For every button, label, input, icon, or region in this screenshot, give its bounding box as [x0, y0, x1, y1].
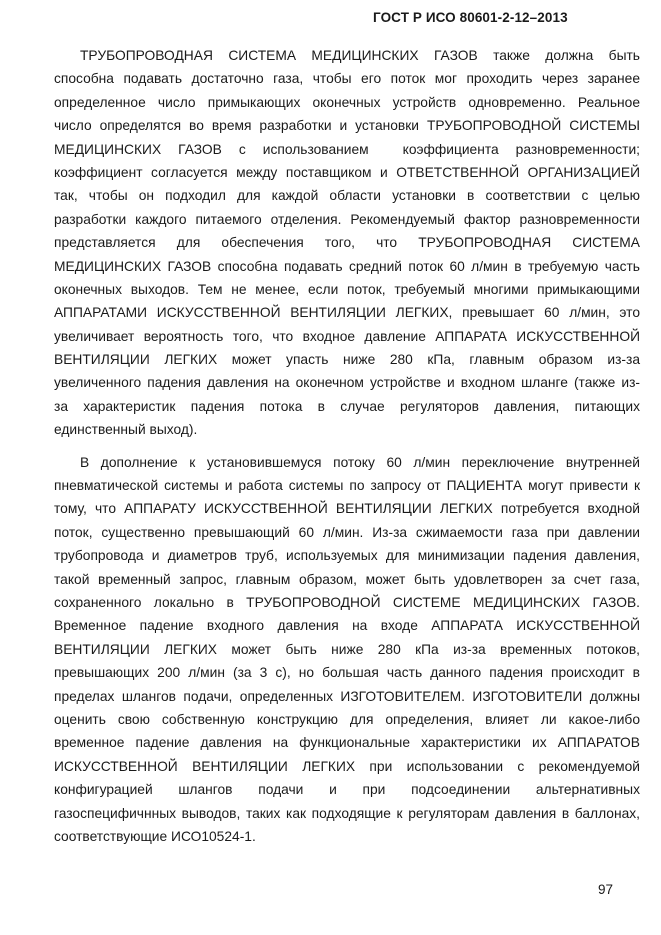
text-line: оценить свою собственную конструкцию для определения, влияет ли какое-либо	[54, 711, 640, 727]
text-line: пневматической системы и работа системы по запросу от ПАЦИЕНТА могут привести к	[54, 478, 640, 494]
text-line: временное падение давления на функциональные характеристики их АППАРАТОВ	[54, 735, 640, 751]
text-line: сохраненного локально в ТРУБОПРОВОДНОЙ СИСТЕМЕ МЕДИЦИНСКИХ ГАЗОВ.	[54, 594, 640, 610]
text-line: способна подавать достаточно газа, чтобы его поток мог проходить через заранее	[54, 71, 640, 87]
text-line: ВЕНТИЛЯЦИИ ЛЕГКИХ может упасть ниже 280 кПа, главным образом из-за	[54, 352, 640, 368]
text-line: превышающих 200 л/мин (за 3 с), но большая часть данного падения происходит в	[54, 665, 640, 681]
text-line: число определятся во время разработки и установки ТРУБОПРОВОДНОЙ СИСТЕМЫ	[54, 118, 640, 134]
paragraph	[54, 451, 640, 849]
text-line: представляется для обеспечения того, что ТРУБОПРОВОДНАЯ СИСТЕМА	[54, 235, 640, 251]
text-line: такой временный запрос, главным образом, может быть удовлетворен за счет газа,	[54, 571, 640, 587]
text-line: газоспецифичнных выводов, таких как подходящие к регуляторам давления в баллонах,	[54, 805, 640, 821]
text-line: МЕДИЦИНСКИХ ГАЗОВ с использованием коэффициента разновременности;	[54, 141, 640, 157]
text-line: увеличенного падения давления на оконечном устройстве и входном шланге (также из-	[54, 375, 640, 391]
text-line: коэффициент согласуется между поставщиком и ОТВЕТСТВЕННОЙ ОРГАНИЗАЦИЕЙ	[54, 164, 640, 180]
text-line: единственный выход).	[54, 422, 198, 438]
text-line: пределах шлангов подачи, определенных ИЗГОТОВИТЕЛЕМ. ИЗГОТОВИТЕЛИ должны	[54, 688, 640, 704]
text-line: В дополнение к установившемуся потоку 60 л/мин переключение внутренней	[80, 454, 640, 470]
text-line: трубопровода и диаметров труб, используемых для минимизации падения давления,	[54, 548, 640, 564]
text-line: Временное падение входного давления на входе АППАРАТА ИСКУССТВЕННОЙ	[54, 618, 640, 634]
text-line: разработки каждого питаемого отделения. Рекомендуемый фактор разновременности	[54, 211, 640, 227]
document-body	[54, 44, 640, 848]
text-line: тому, что АППАРАТУ ИСКУССТВЕННОЙ ВЕНТИЛЯЦИИ ЛЕГКИХ потребуется входной	[54, 501, 640, 517]
text-line: ТРУБОПРОВОДНАЯ СИСТЕМА МЕДИЦИНСКИХ ГАЗОВ также должна быть	[80, 48, 640, 63]
text-line: соответствующие ИСО10524-1.	[54, 828, 256, 844]
page-number: 97	[598, 882, 614, 897]
text-line: увеличивает вероятность того, что входное давление АППАРАТА ИСКУССТВЕННОЙ	[54, 328, 640, 344]
text-line: так, чтобы он подходил для каждой области установки в соответствии с целью	[54, 188, 640, 204]
text-line: определенное число примыкающих оконечных устройств одновременно. Реальное	[54, 94, 640, 110]
text-line: за характеристик падения потока в случае регуляторов давления, питающих	[54, 398, 640, 414]
text-line: МЕДИЦИНСКИХ ГАЗОВ способна подавать средний поток 60 л/мин в требуемую часть	[54, 258, 640, 274]
text-line: конфигурацией шлангов подачи и при подсоединении альтернативных	[54, 782, 640, 798]
text-line: ИСКУССТВЕННОЙ ВЕНТИЛЯЦИИ ЛЕГКИХ при использовании с рекомендуемой	[54, 758, 640, 774]
text-line: оконечных выходов. Тем не менее, если поток, требуемый многими примыкающими	[54, 281, 640, 297]
text-line: поток, существенно превышающий 60 л/мин. Из-за сжимаемости газа при давлении	[54, 524, 640, 540]
paragraph	[54, 44, 640, 442]
text-line: АППАРАТАМИ ИСКУССТВЕННОЙ ВЕНТИЛЯЦИИ ЛЕГКИХ, превышает 60 л/мин, это	[54, 305, 640, 321]
running-header-standard-code: ГОСТ Р ИСО 80601-2-12–2013	[373, 10, 568, 25]
text-line: ВЕНТИЛЯЦИИ ЛЕГКИХ может быть ниже 280 кПа из-за временных потоков,	[54, 641, 640, 657]
